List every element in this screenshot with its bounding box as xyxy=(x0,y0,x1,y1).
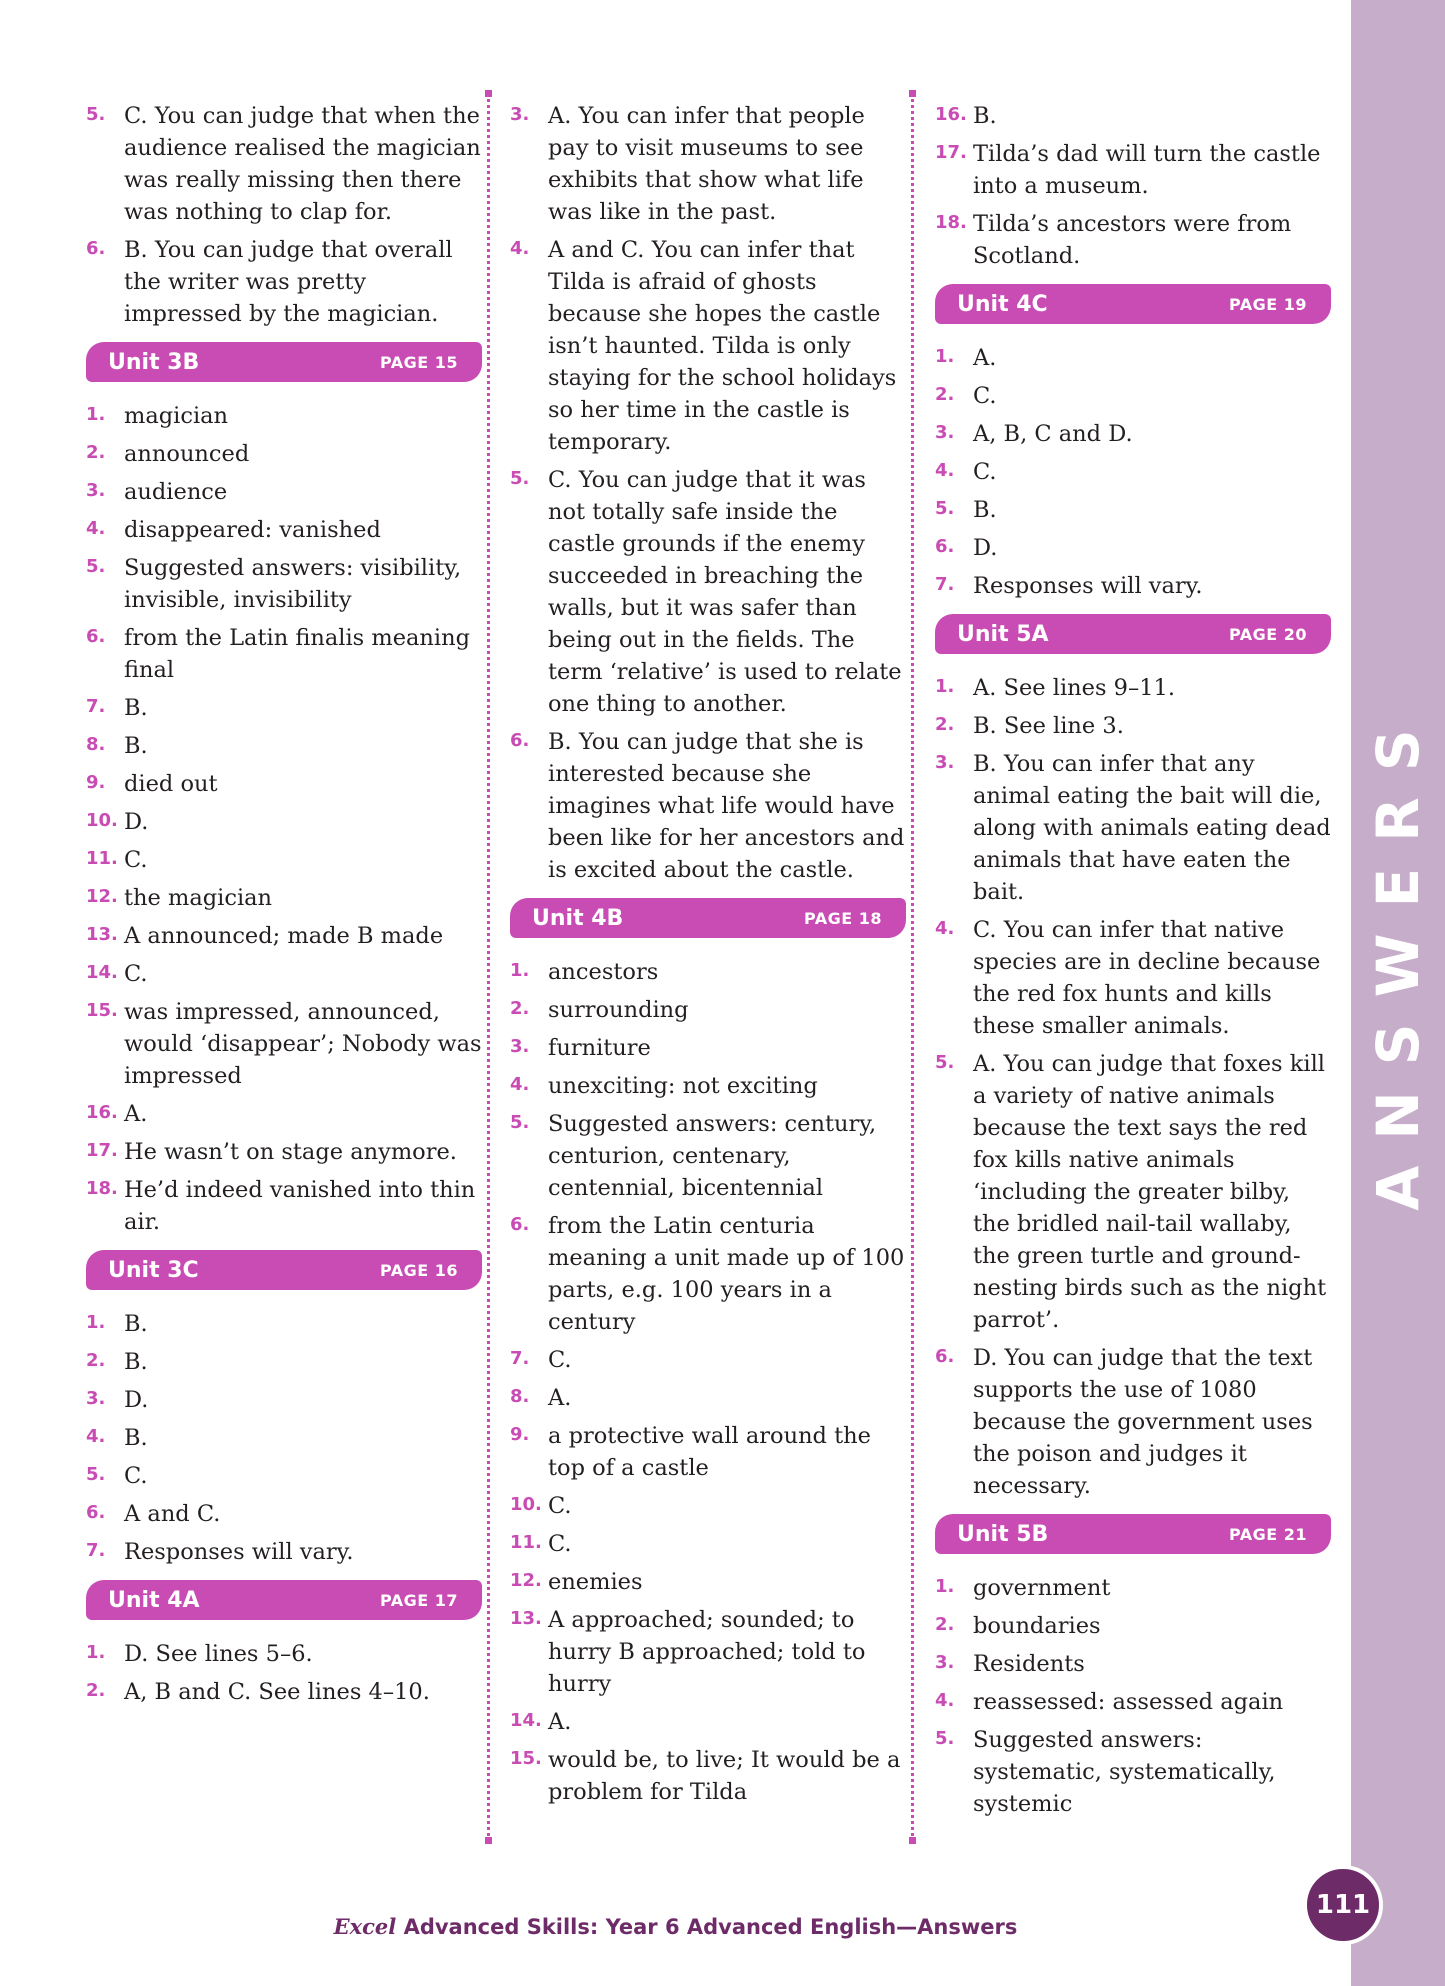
answer-item xyxy=(86,622,482,686)
answer-number: 16. xyxy=(86,1102,118,1123)
answer-number: 6. xyxy=(86,238,106,259)
answer-number: 4. xyxy=(86,518,106,539)
answer-item xyxy=(935,1648,1331,1680)
answer-number: 14. xyxy=(86,962,118,983)
answer-item xyxy=(86,730,482,762)
answer-number: 4. xyxy=(935,460,955,481)
unit-title: Unit 3B xyxy=(108,349,200,375)
answer-text: A. See lines 9–11. xyxy=(973,675,1175,701)
answer-text: D. xyxy=(973,535,998,561)
answer-item xyxy=(86,1174,482,1238)
answer-item xyxy=(86,1536,482,1568)
answer-text: B. xyxy=(124,733,148,759)
answer-item xyxy=(935,672,1331,704)
answer-item xyxy=(510,1210,906,1338)
answer-number: 15. xyxy=(86,1000,118,1021)
answer-number: 17. xyxy=(86,1140,118,1161)
answer-item xyxy=(935,342,1331,374)
answer-number: 7. xyxy=(510,1348,530,1369)
answer-number: 18. xyxy=(935,212,967,233)
answer-text: Responses will vary. xyxy=(124,1539,354,1565)
answer-text: D. xyxy=(124,1387,149,1413)
answer-item xyxy=(510,956,906,988)
answer-number: 17. xyxy=(935,142,967,163)
answer-number: 1. xyxy=(935,1576,955,1597)
answer-text: a protective wall around the top of a castle xyxy=(548,1423,871,1481)
answer-item xyxy=(86,882,482,914)
answer-item xyxy=(86,692,482,724)
answer-item xyxy=(86,1422,482,1454)
unit-header xyxy=(86,342,482,382)
unit-page-ref: PAGE 16 xyxy=(379,1260,458,1280)
answer-number: 4. xyxy=(935,1690,955,1711)
answer-item xyxy=(510,1604,906,1700)
answer-item xyxy=(86,552,482,616)
answer-item xyxy=(510,1108,906,1204)
answer-item xyxy=(510,1070,906,1102)
answer-item xyxy=(935,1572,1331,1604)
answer-number: 9. xyxy=(86,772,106,793)
answer-item xyxy=(935,914,1331,1042)
unit-header xyxy=(86,1580,482,1620)
answer-text: A and C. xyxy=(124,1501,221,1527)
column-divider xyxy=(911,92,914,1842)
answer-text: audience xyxy=(124,479,228,505)
answer-text: C. xyxy=(973,383,997,409)
answer-number: 8. xyxy=(86,734,106,755)
answer-text: ancestors xyxy=(548,959,659,985)
answer-text: A, B, C and D. xyxy=(973,421,1133,447)
answer-number: 6. xyxy=(86,626,106,647)
answer-number: 7. xyxy=(935,574,955,595)
answer-text: C. You can judge that it was not totally safe inside the castle grounds if the enemy succeeded in breaching the walls, but it was safer than being out in the fields. The term ‘relative’ is used to relate one thing to another. xyxy=(548,467,902,717)
answer-text: C. xyxy=(548,1531,572,1557)
answer-number: 9. xyxy=(510,1424,530,1445)
answer-number: 2. xyxy=(86,442,106,463)
answer-item xyxy=(510,1528,906,1560)
answer-number: 4. xyxy=(510,1074,530,1095)
answer-number: 4. xyxy=(510,238,530,259)
answer-number: 5. xyxy=(510,1112,530,1133)
answer-column-3 xyxy=(935,100,1331,1826)
answer-number: 3. xyxy=(935,422,955,443)
answer-text: A and C. You can infer that Tilda is afraid of ghosts because she hopes the castle isn’t haunted. Tilda is only staying for the school holidays so her time in the castle is temporary. xyxy=(548,237,897,455)
answer-number: 1. xyxy=(935,676,955,697)
answer-text: would be, to live; It would be a problem for Tilda xyxy=(548,1747,901,1805)
answer-item xyxy=(86,100,482,228)
answer-text: Suggested answers: visibility, invisible, invisibility xyxy=(124,555,462,613)
answer-number: 6. xyxy=(935,536,955,557)
answer-number: 1. xyxy=(935,346,955,367)
answer-number: 2. xyxy=(86,1350,106,1371)
answer-item xyxy=(935,100,1331,132)
answer-item xyxy=(510,100,906,228)
unit-header xyxy=(935,284,1331,324)
unit-title: Unit 4C xyxy=(957,291,1048,317)
answer-item xyxy=(935,208,1331,272)
answer-text: He’d indeed vanished into thin air. xyxy=(124,1177,476,1235)
answer-item xyxy=(86,958,482,990)
answer-number: 5. xyxy=(935,1052,955,1073)
answer-text: C. xyxy=(548,1493,572,1519)
unit-title: Unit 4A xyxy=(108,1587,200,1613)
answer-text: He wasn’t on stage anymore. xyxy=(124,1139,457,1165)
answer-text: B. xyxy=(124,1425,148,1451)
answer-item xyxy=(935,138,1331,202)
answer-text: surrounding xyxy=(548,997,689,1023)
answer-item xyxy=(935,1686,1331,1718)
answer-number: 13. xyxy=(86,924,118,945)
answer-number: 10. xyxy=(86,810,118,831)
answer-text: B. xyxy=(124,1311,148,1337)
answer-number: 5. xyxy=(86,104,106,125)
answer-text: A. xyxy=(548,1709,572,1735)
answer-text: B. xyxy=(973,497,997,523)
answer-text: A approached; sounded; to hurry B approached; told to hurry xyxy=(548,1607,866,1697)
unit-title: Unit 3C xyxy=(108,1257,199,1283)
answer-text: A. xyxy=(124,1101,148,1127)
answer-number: 14. xyxy=(510,1710,542,1731)
unit-header xyxy=(510,898,906,938)
answer-number: 6. xyxy=(86,1502,106,1523)
answer-item xyxy=(935,1342,1331,1502)
answer-item xyxy=(86,920,482,952)
unit-page-ref: PAGE 17 xyxy=(379,1590,458,1610)
answer-text: B. You can infer that any animal eating the bait will die, along with animals eating dead animals that have eaten the bait. xyxy=(973,751,1331,905)
answer-text: from the Latin finalis meaning final xyxy=(124,625,471,683)
answer-number: 11. xyxy=(86,848,118,869)
answer-item xyxy=(86,1136,482,1168)
answer-item xyxy=(935,494,1331,526)
answer-item xyxy=(86,234,482,330)
unit-page-ref: PAGE 15 xyxy=(379,352,458,372)
answer-item xyxy=(935,1724,1331,1820)
answer-number: 12. xyxy=(510,1570,542,1591)
answer-item xyxy=(86,1346,482,1378)
answer-text: Tilda’s ancestors were from Scotland. xyxy=(973,211,1292,269)
answer-number: 2. xyxy=(935,1614,955,1635)
page-number: 111 xyxy=(1303,1865,1383,1945)
unit-page-ref: PAGE 21 xyxy=(1228,1524,1307,1544)
unit-title: Unit 5B xyxy=(957,1521,1049,1547)
answer-item xyxy=(935,1610,1331,1642)
answer-item xyxy=(935,1048,1331,1336)
answer-item xyxy=(510,1032,906,1064)
answer-text: Suggested answers: systematic, systematically, systemic xyxy=(973,1727,1276,1817)
answer-text: C. You can judge that when the audience realised the magician was really missing then there was nothing to clap for. xyxy=(124,103,481,225)
answer-text: disappeared: vanished xyxy=(124,517,381,543)
answer-item xyxy=(935,532,1331,564)
answer-item xyxy=(86,1460,482,1492)
answer-text: B. xyxy=(124,1349,148,1375)
answer-text: Residents xyxy=(973,1651,1085,1677)
answer-item xyxy=(86,400,482,432)
answer-number: 3. xyxy=(935,1652,955,1673)
answer-text: A announced; made B made xyxy=(124,923,444,949)
answer-item xyxy=(510,1706,906,1738)
answer-number: 11. xyxy=(510,1532,542,1553)
answer-text: reassessed: assessed again xyxy=(973,1689,1284,1715)
footer-title: Year 6 Advanced English—Answers xyxy=(605,1915,1018,1939)
answer-text: was impressed, announced, would ‘disappear’; Nobody was impressed xyxy=(124,999,482,1089)
unit-header xyxy=(86,1250,482,1290)
answer-number: 13. xyxy=(510,1608,542,1629)
answer-item xyxy=(510,726,906,886)
answer-item xyxy=(86,1098,482,1130)
footer-series: Advanced Skills: xyxy=(403,1915,599,1939)
answer-text: D. You can judge that the text supports the use of 1080 because the government uses the poison and judges it necessary. xyxy=(973,1345,1313,1499)
answer-item xyxy=(86,1498,482,1530)
unit-page-ref: PAGE 18 xyxy=(803,908,882,928)
answer-item xyxy=(510,234,906,458)
answer-text: A. You can judge that foxes kill a variety of native animals because the text says the red fox kills native animals ‘including the greater bilby, the bridled nail-tail wallaby, the green turtle and ground-nesting birds such as the night parrot’. xyxy=(973,1051,1327,1333)
answer-text: C. xyxy=(124,961,148,987)
answer-text: announced xyxy=(124,441,250,467)
answer-item xyxy=(510,994,906,1026)
answer-number: 12. xyxy=(86,886,118,907)
answer-number: 1. xyxy=(86,404,106,425)
answer-number: 1. xyxy=(86,1642,106,1663)
answer-number: 5. xyxy=(935,1728,955,1749)
answer-column-1 xyxy=(86,100,482,1714)
answer-text: from the Latin centuria meaning a unit made up of 100 parts, e.g. 100 years in a century xyxy=(548,1213,905,1335)
answer-number: 1. xyxy=(510,960,530,981)
answer-item xyxy=(86,768,482,800)
answer-text: magician xyxy=(124,403,229,429)
answer-item xyxy=(510,1566,906,1598)
answer-item xyxy=(935,748,1331,908)
answer-item xyxy=(86,476,482,508)
answer-number: 5. xyxy=(86,556,106,577)
answer-number: 15. xyxy=(510,1748,542,1769)
answer-item xyxy=(86,1384,482,1416)
answer-text: died out xyxy=(124,771,218,797)
answer-text: C. xyxy=(124,847,148,873)
answer-number: 3. xyxy=(510,104,530,125)
answer-text: C. You can infer that native species are in decline because the red fox hunts and kills these smaller animals. xyxy=(973,917,1321,1039)
answer-number: 5. xyxy=(510,468,530,489)
answer-number: 6. xyxy=(510,1214,530,1235)
answer-number: 3. xyxy=(935,752,955,773)
unit-header xyxy=(935,614,1331,654)
answer-number: 6. xyxy=(935,1346,955,1367)
answer-item xyxy=(510,1382,906,1414)
answer-number: 2. xyxy=(935,384,955,405)
answer-number: 5. xyxy=(86,1464,106,1485)
answer-text: Tilda’s dad will turn the castle into a museum. xyxy=(973,141,1321,199)
answer-item xyxy=(86,1676,482,1708)
answer-text: C. xyxy=(548,1347,572,1373)
answer-number: 10. xyxy=(510,1494,542,1515)
answer-text: D. See lines 5–6. xyxy=(124,1641,313,1667)
answer-number: 2. xyxy=(510,998,530,1019)
answer-item xyxy=(86,996,482,1092)
answer-item xyxy=(86,438,482,470)
answer-item xyxy=(510,1420,906,1484)
answer-text: enemies xyxy=(548,1569,643,1595)
answer-item xyxy=(510,464,906,720)
answer-item xyxy=(86,514,482,546)
answer-number: 1. xyxy=(86,1312,106,1333)
answer-item xyxy=(935,710,1331,742)
answer-text: Responses will vary. xyxy=(973,573,1203,599)
answer-item xyxy=(935,380,1331,412)
answer-text: furniture xyxy=(548,1035,651,1061)
answer-number: 18. xyxy=(86,1178,118,1199)
answer-number: 3. xyxy=(86,480,106,501)
answer-number: 2. xyxy=(86,1680,106,1701)
unit-header xyxy=(935,1514,1331,1554)
sidebar-title: ANSWERS xyxy=(1364,703,1432,1211)
unit-page-ref: PAGE 20 xyxy=(1228,624,1307,644)
answer-number: 4. xyxy=(935,918,955,939)
answer-number: 6. xyxy=(510,730,530,751)
answer-item xyxy=(510,1344,906,1376)
answer-number: 16. xyxy=(935,104,967,125)
answer-number: 7. xyxy=(86,1540,106,1561)
unit-title: Unit 5A xyxy=(957,621,1049,647)
answer-item xyxy=(510,1490,906,1522)
unit-title: Unit 4B xyxy=(532,905,624,931)
answer-number: 3. xyxy=(510,1036,530,1057)
answer-text: A. xyxy=(973,345,997,371)
answer-item xyxy=(510,1744,906,1808)
answer-item xyxy=(86,1308,482,1340)
answer-item xyxy=(935,456,1331,488)
answer-text: B. You can judge that she is interested because she imagines what life would have been like for her ancestors and is excited about the castle. xyxy=(548,729,905,883)
answer-item xyxy=(86,806,482,838)
answer-text: B. See line 3. xyxy=(973,713,1124,739)
answer-text: C. xyxy=(124,1463,148,1489)
column-divider xyxy=(487,92,490,1842)
answer-item xyxy=(86,844,482,876)
answer-number: 2. xyxy=(935,714,955,735)
answer-item xyxy=(86,1638,482,1670)
answer-text: unexciting: not exciting xyxy=(548,1073,818,1099)
answer-number: 3. xyxy=(86,1388,106,1409)
answer-text: C. xyxy=(973,459,997,485)
answer-item xyxy=(935,418,1331,450)
answer-text: B. xyxy=(124,695,148,721)
answer-text: A, B and C. See lines 4–10. xyxy=(124,1679,430,1705)
answer-text: D. xyxy=(124,809,149,835)
answer-column-2 xyxy=(510,100,906,1814)
answer-number: 5. xyxy=(935,498,955,519)
answer-number: 8. xyxy=(510,1386,530,1407)
answer-text: Suggested answers: century, centurion, centenary, centennial, bicentennial xyxy=(548,1111,877,1201)
answer-text: B. You can judge that overall the writer was pretty impressed by the magician. xyxy=(124,237,453,327)
answer-text: the magician xyxy=(124,885,273,911)
footer-brand: Excel xyxy=(333,1914,397,1939)
answer-text: A. xyxy=(548,1385,572,1411)
unit-page-ref: PAGE 19 xyxy=(1228,294,1307,314)
answer-text: B. xyxy=(973,103,997,129)
answer-number: 7. xyxy=(86,696,106,717)
answer-text: boundaries xyxy=(973,1613,1101,1639)
answer-number: 4. xyxy=(86,1426,106,1447)
answer-text: A. You can infer that people pay to visit museums to see exhibits that show what life was like in the past. xyxy=(548,103,865,225)
answer-item xyxy=(935,570,1331,602)
answer-text: government xyxy=(973,1575,1111,1601)
page-footer xyxy=(0,1914,1351,1939)
